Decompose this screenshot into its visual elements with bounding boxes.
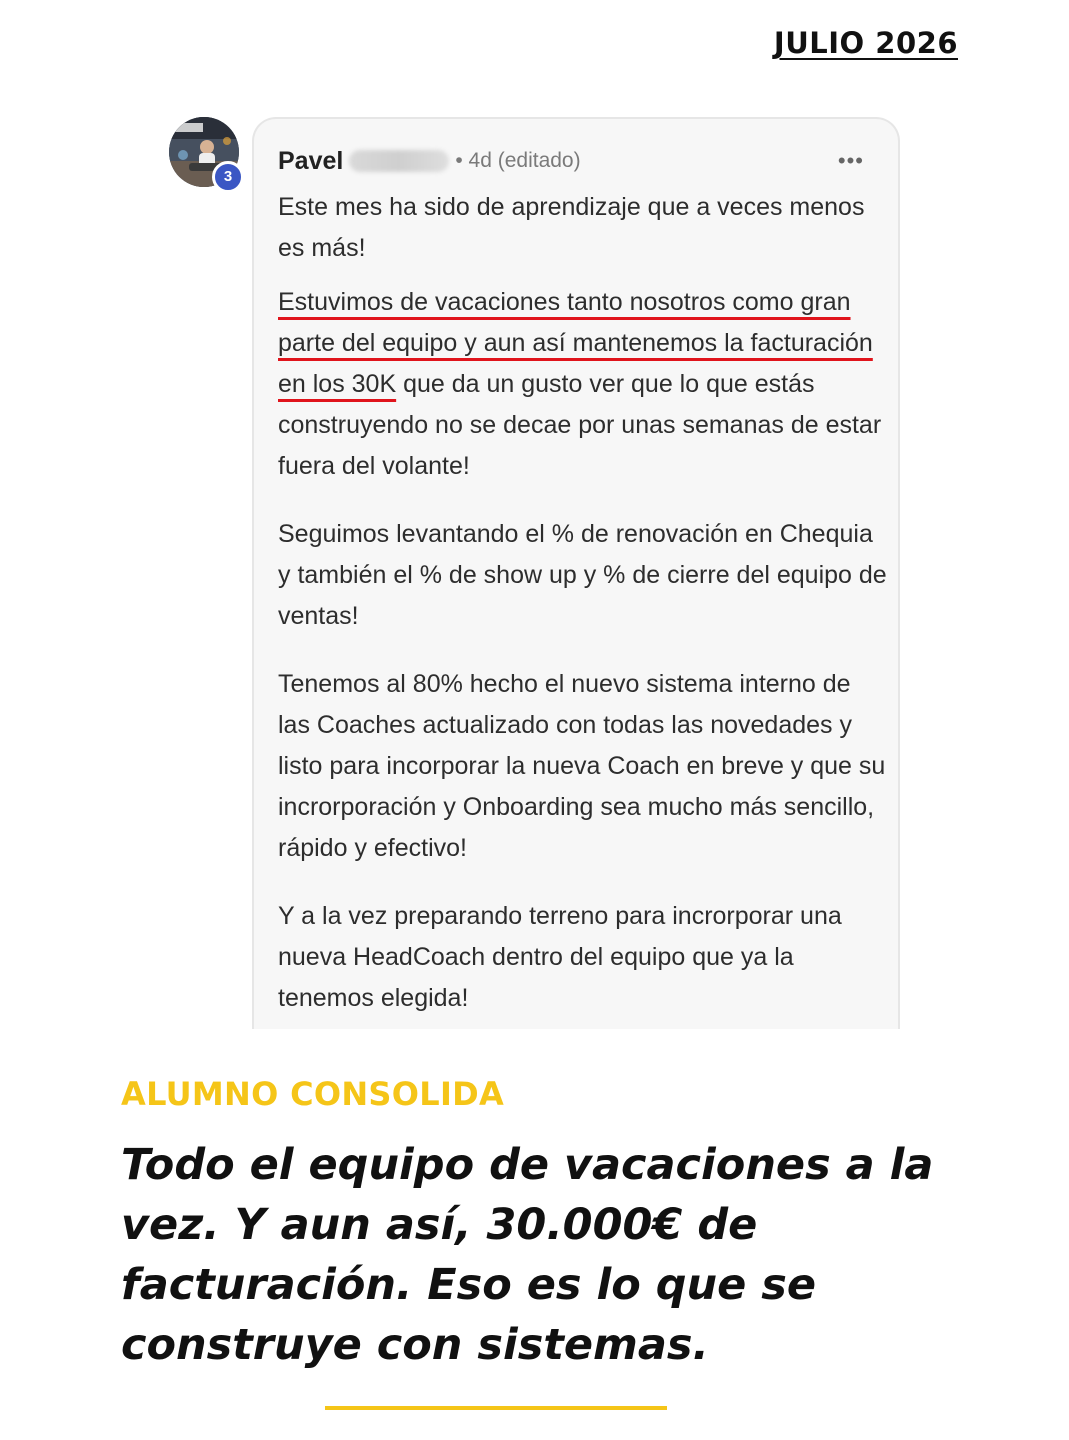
post-paragraph <box>278 282 888 487</box>
post-header <box>278 143 874 179</box>
post-body <box>278 187 888 1029</box>
divider <box>325 1406 667 1410</box>
highlighted-text: Estuvimos de vacaciones tanto nosotros como gran parte del equipo y aun así mantenemos la facturación en los 30K <box>278 288 873 398</box>
post-paragraph: Y a la vez preparando terreno para incrorporar una nueva HeadCoach dentro del equipo que ya la tenemos elegida! <box>278 902 842 1012</box>
more-dots-icon[interactable]: ••• <box>837 148 864 173</box>
post-card <box>252 117 900 1029</box>
post-paragraph: Tenemos al 80% hecho el nuevo sistema interno de las Coaches actualizado con todas las novedades y listo para incorporar la nueva Coach en breve y que su incrorporación y Onboarding sea mucho más sencillo, rápido y efectivo! <box>278 670 886 862</box>
headline: Todo el equipo de vacaciones a la vez. Y aun así, 30.000€ de facturación. Eso es lo que se construye con sistemas. <box>121 1140 934 1370</box>
level-badge: 3 <box>212 161 244 193</box>
post-paragraph-text: que da un gusto ver que lo que estás construyendo no se decae por unas semanas de estar fuera del volante! <box>278 370 882 480</box>
post-meta: • 4d (editado) <box>455 149 581 172</box>
date-label: JULIO 2026 <box>773 26 958 60</box>
kicker-label: ALUMNO CONSOLIDA <box>121 1075 505 1113</box>
author-surname-blurred <box>349 150 449 172</box>
author-name[interactable]: Pavel <box>278 146 344 175</box>
post-paragraph: Seguimos levantando el % de renovación en Chequia y también el % de show up y % de cierre del equipo de ventas! <box>278 520 887 630</box>
post-paragraph: Este mes ha sido de aprendizaje que a veces menos es más! <box>278 193 865 262</box>
